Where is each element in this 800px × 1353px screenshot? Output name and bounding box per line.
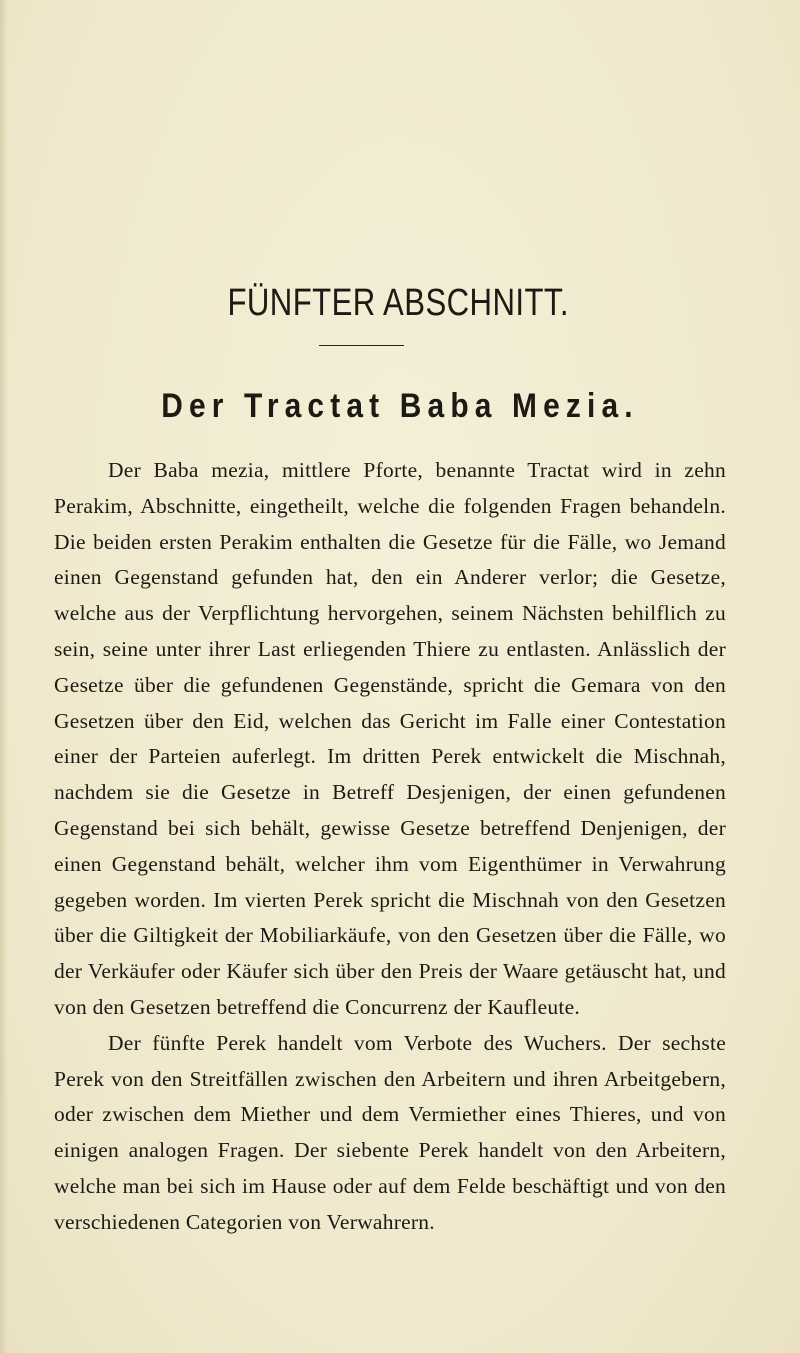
section-title: Der Tractat Baba Mezia. [161,387,639,425]
paragraph-1: Der Baba mezia, mittlere Pforte, benannte Tractat wird in zehn Perakim, Abschnitte, eingetheilt, welche die folgenden Fragen behandeln. Die beiden ersten Perakim enthalten die Gesetze für die Fälle, wo Jemand einen Gegenstand gefunden hat, den ein Anderer verlor; die Gesetze, welche aus der Verpflichtung hervorgehen, seinem Nächsten behilflich zu sein, seine unter ihrer Last erliegenden Thiere zu entlasten. Anlässlich der Gesetze über die gefundenen Gegenstände, spricht die Gemara von den Gesetzen über den Eid, welchen das Gericht im Falle einer Contestation einer der Parteien auferlegt. Im dritten Perek entwickelt die Mischnah, nachdem sie die Gesetze in Betreff Desjenigen, der einen gefundenen Gegenstand bei sich behält, gewisse Gesetze betreffend Denjenigen, der einen Gegenstand behält, welcher ihm vom Eigenthümer in Verwahrung gegeben worden. Im vierten Perek spricht die Mischnah von den Gesetzen über die Giltigkeit der Mobiliarkäufe, von den Gesetzen über die Fälle, wo der Verkäufer oder Käufer sich über den Preis der Waare getäuscht hat, und von den Gesetzen betreffend die Concurrenz der Kaufleute. [54,458,726,1019]
chapter-heading: FÜNFTER ABSCHNITT. [227,282,569,324]
heading-divider [319,345,404,346]
paragraph-2: Der fünfte Perek handelt vom Verbote des Wuchers. Der sechste Perek von den Streitfällen zwischen den Arbeitern und ihren Arbeitgebern, oder zwischen dem Miether und dem Vermiether eines Thieres, und von einigen analogen Fragen. Der siebente Perek handelt von den Arbeitern, welche man bei sich im Hause oder auf dem Felde beschäftigt und von den verschiedenen Categorien von Verwahrern. [54,1030,726,1234]
body-text [54,453,726,1241]
page-edge-shadow [0,0,8,1353]
